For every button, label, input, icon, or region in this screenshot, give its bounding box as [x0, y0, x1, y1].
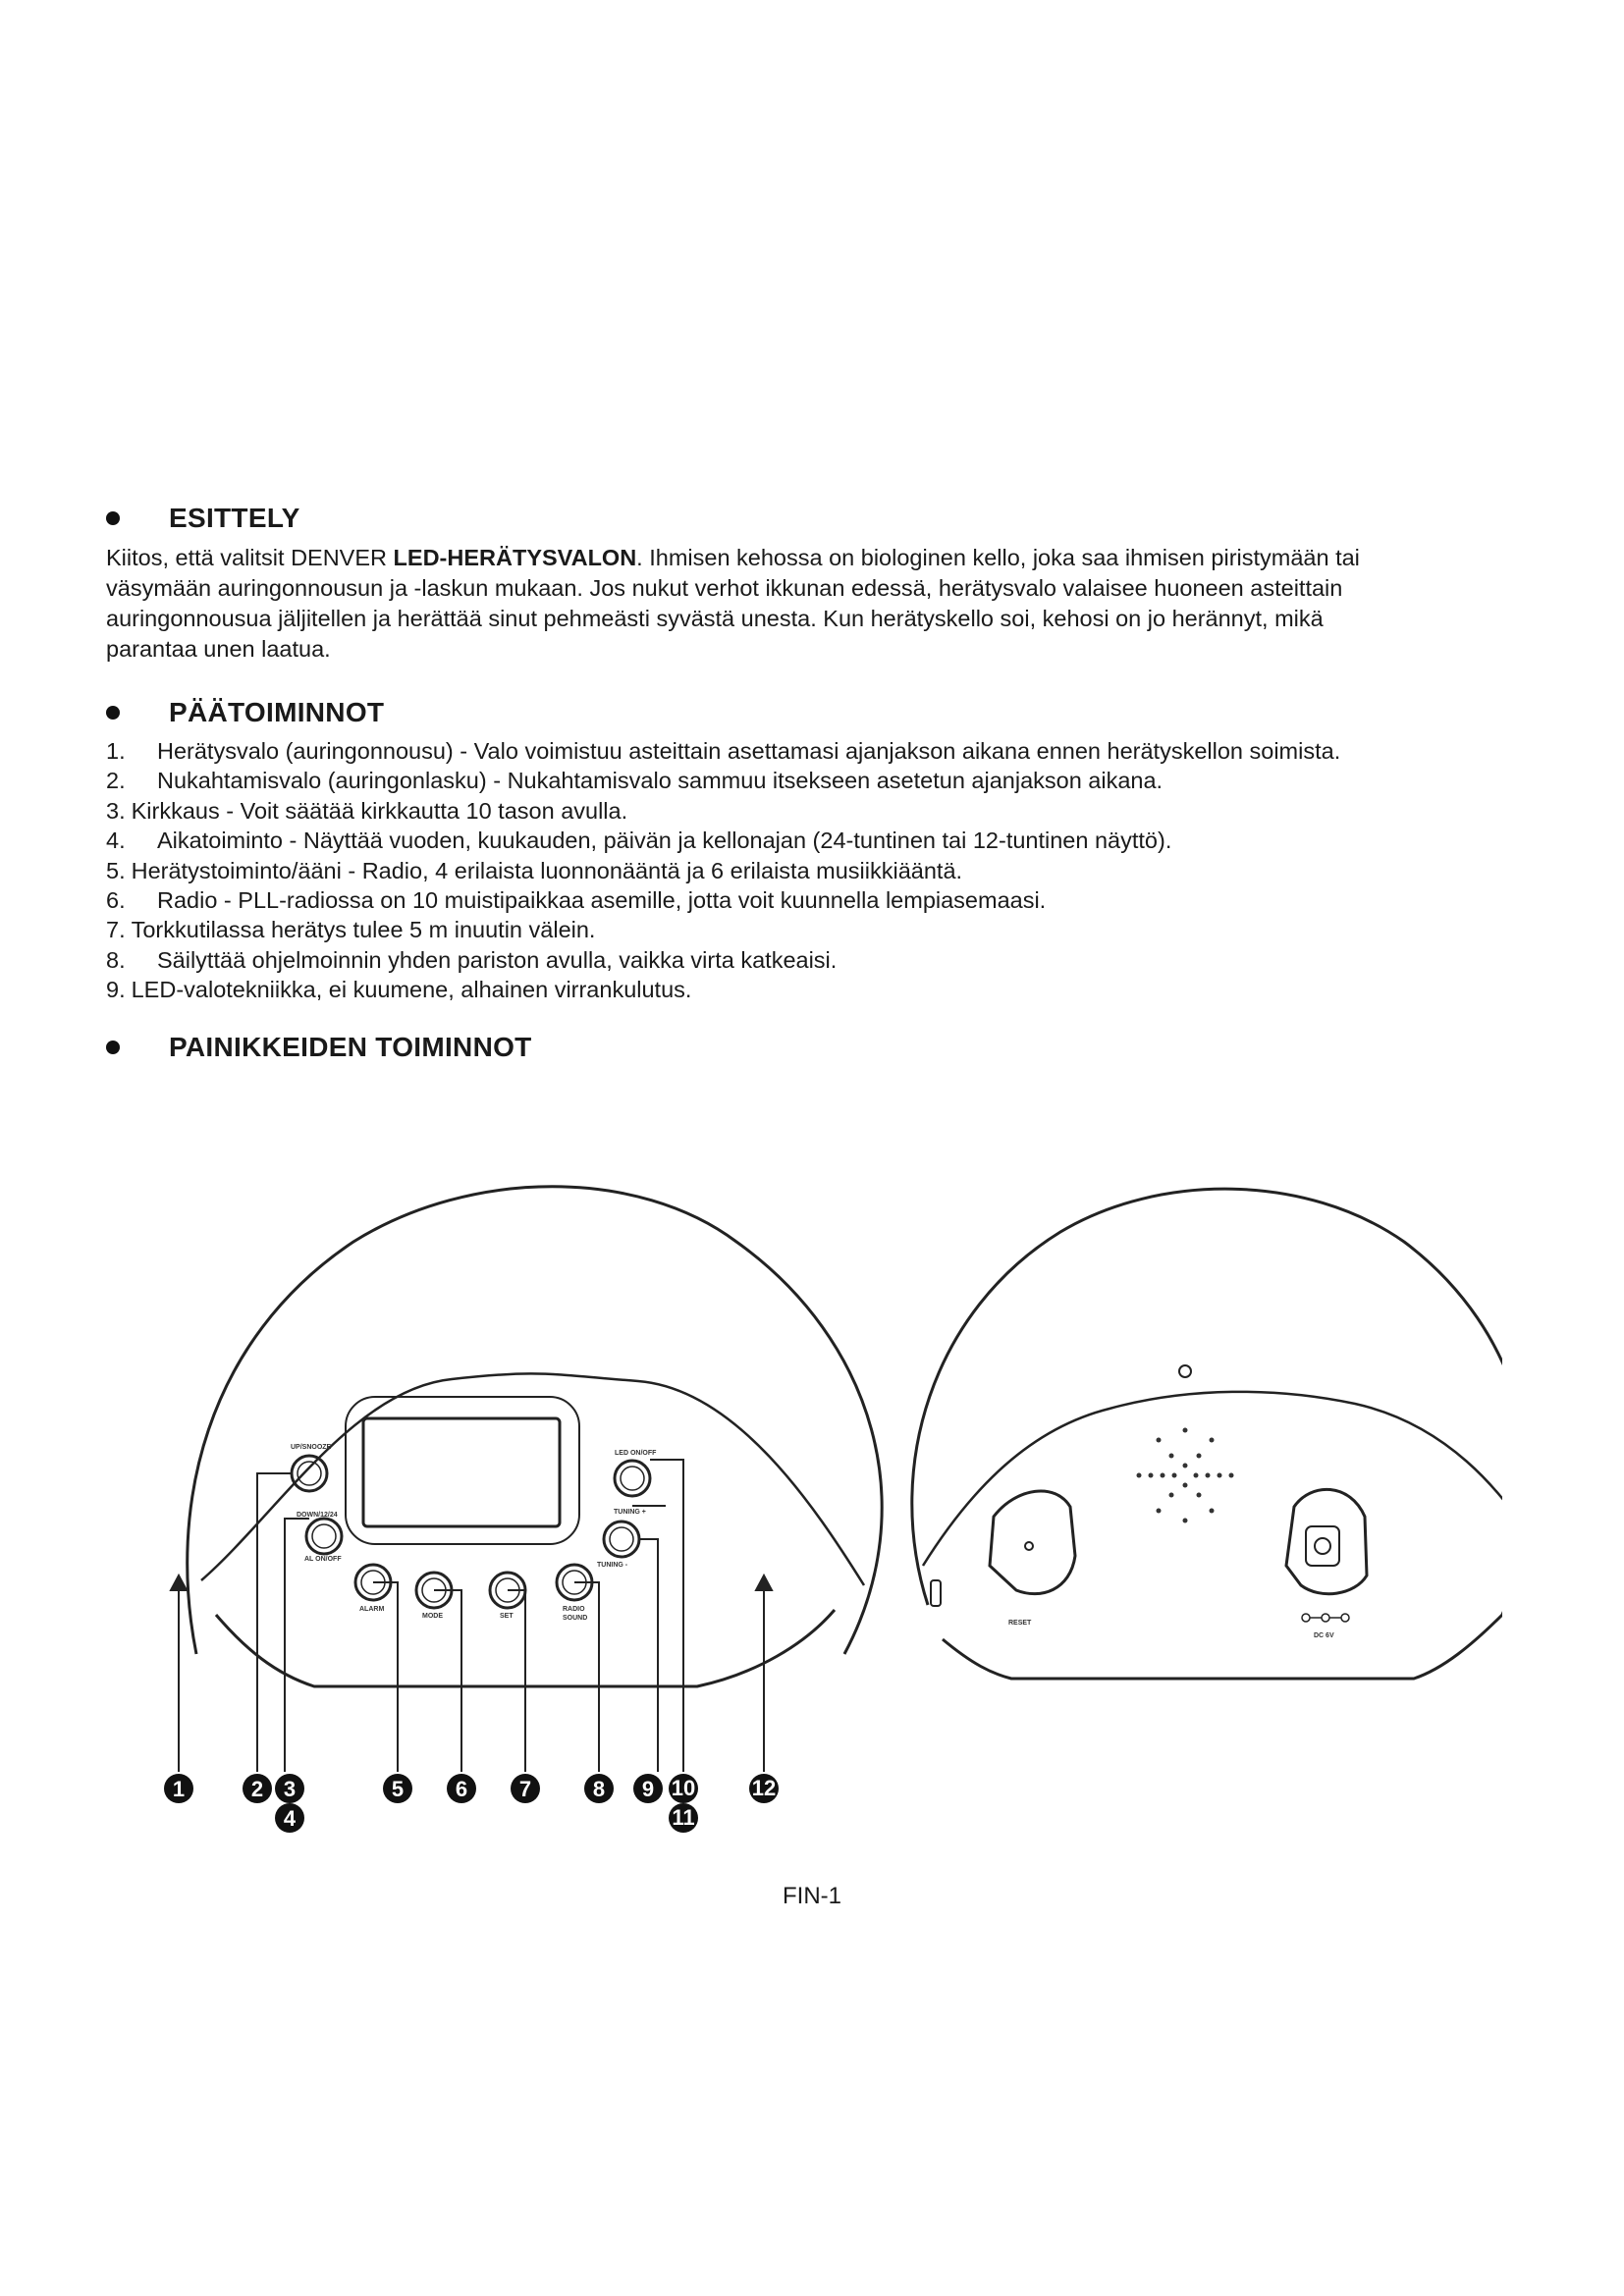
dc-housing [1286, 1489, 1367, 1593]
item-number: 1. [106, 738, 126, 764]
item-text: Säilyttää ohjelmoinnin yhden pariston avulla, vaikka virta katkeaisi. [157, 946, 838, 973]
label-radio: RADIO [563, 1606, 585, 1613]
callout-12-label: 12 [751, 1776, 777, 1800]
item-text: Radio - PLL-radiossa on 10 muistipaikkaa asemille, jotta voit kuunnella lempiasemaasi. [157, 887, 1047, 914]
label-dc: DC 6V [1314, 1632, 1334, 1639]
leader-lines [171, 1460, 772, 1772]
intro-paragraph [106, 543, 1540, 665]
features-list [106, 736, 1559, 1005]
item-number: 4. [106, 828, 126, 854]
label-up-snooze: UP/SNOOZE [291, 1444, 332, 1451]
callout-3-label: 3 [283, 1777, 297, 1801]
callout-4-label: 4 [283, 1806, 297, 1831]
device-illustration [128, 1095, 1502, 1841]
list-item [106, 736, 1559, 766]
item-number: 8. [106, 946, 126, 973]
intro-heading: ESITTELY [169, 503, 300, 533]
item-number: 2. [106, 768, 126, 794]
section-heading-intro [106, 503, 300, 534]
section-heading-buttons [106, 1032, 532, 1063]
list-item [106, 796, 1559, 826]
front-view [171, 1187, 882, 1772]
item-text: Herätysvalo (auringonnousu) - Valo voimistuu asteittain asettamasi ajanjakson aikana ennen herätyskellon soimista. [157, 738, 1341, 764]
label-tuning-plus: TUNING + [614, 1509, 646, 1516]
callout-10-label: 10 [671, 1776, 696, 1800]
list-item [106, 826, 1559, 855]
item-number: 7. [106, 917, 126, 943]
intro-line-3: auringonnousua jäljitellen ja herättää sinut pehmeästi syvästä unesta. Kun herätyskello soi, kehosi on jo herännyt, mikä [106, 606, 1324, 631]
callout-6-label: 6 [455, 1777, 468, 1801]
list-item [106, 975, 1559, 1004]
label-mode: MODE [422, 1613, 443, 1620]
intro-line-4: parantaa unen laatua. [106, 636, 331, 662]
item-text: Nukahtamisvalo (auringonlasku) - Nukahtamisvalo sammuu itsekseen asetetun ajanjakson aikana. [157, 768, 1164, 794]
product-name: LED-HERÄTYSVALON [393, 545, 637, 570]
item-text: Herätystoiminto/ääni - Radio, 4 erilaista luonnonääntä ja 6 erilaista musiikkiääntä. [131, 857, 963, 883]
item-number: 5. [106, 857, 126, 883]
item-text: Torkkutilassa herätys tulee 5 m inuutin välein. [131, 917, 596, 943]
item-text: Kirkkaus - Voit säätää kirkkautta 10 tason avulla. [131, 797, 628, 824]
callout-1-label: 1 [172, 1777, 186, 1801]
intro-text: Kiitos, että valitsit DENVER [106, 545, 394, 570]
intro-line-2: väsymään auringonnousun ja -laskun mukaan. Jos nukut verhot ikkunan edessä, herätysvalo valaisee huoneen asteittain [106, 575, 1343, 601]
label-sound: SOUND [563, 1615, 588, 1622]
label-led-onoff: LED ON/OFF [615, 1450, 657, 1457]
device-diagram [128, 1095, 1502, 1841]
item-number: 9. [106, 977, 126, 1003]
list-item [106, 915, 1559, 944]
side-knob-left [931, 1580, 941, 1606]
back-view [912, 1189, 1502, 1679]
back-dome-outline [912, 1189, 1502, 1615]
polarity-icon [1302, 1614, 1349, 1622]
callouts [164, 1774, 779, 1833]
list-item [106, 766, 1559, 795]
intro-text: . Ihmisen kehossa on biologinen kello, joka saa ihmisen piristymään tai [636, 545, 1360, 570]
callout-8-label: 8 [592, 1777, 606, 1801]
label-reset: RESET [1008, 1620, 1032, 1627]
callout-9-label: 9 [641, 1777, 655, 1801]
label-al-onoff: AL ON/OFF [304, 1556, 342, 1563]
item-text: Aikatoiminto - Näyttää vuoden, kuukauden, päivän ja kellonajan (24-tuntinen tai 12-tuntinen näyttö). [157, 828, 1172, 854]
label-tuning-minus: TUNING - [597, 1562, 628, 1569]
list-item [106, 856, 1559, 885]
section-heading-features [106, 697, 384, 728]
callout-5-label: 5 [391, 1777, 405, 1801]
features-heading: PÄÄTOIMINNOT [169, 697, 385, 727]
speaker-grille [1137, 1428, 1234, 1523]
dc-jack-icon [1306, 1526, 1339, 1566]
screw-icon [1179, 1365, 1191, 1377]
reset-housing [990, 1491, 1075, 1594]
bullet-icon [106, 706, 120, 720]
item-text: LED-valotekniikka, ei kuumene, alhainen virrankulutus. [131, 977, 692, 1003]
callout-2-label: 2 [250, 1777, 264, 1801]
item-number: 6. [106, 887, 126, 914]
bullet-icon [106, 511, 120, 525]
buttons-heading: PAINIKKEIDEN TOIMINNOT [169, 1032, 532, 1062]
list-item [106, 885, 1559, 915]
callout-7-label: 7 [518, 1777, 532, 1801]
intro-line-1 [106, 543, 1540, 573]
label-down: DOWN/12/24 [297, 1512, 338, 1519]
panel-outline [201, 1373, 864, 1585]
item-number: 3. [106, 797, 126, 824]
list-item [106, 945, 1559, 975]
back-panel-outline [923, 1392, 1502, 1566]
callout-11-label: 11 [672, 1805, 695, 1830]
label-alarm: ALARM [359, 1606, 385, 1613]
page-number: FIN-1 [783, 1883, 841, 1909]
display-screen [363, 1418, 560, 1526]
reset-button [1025, 1542, 1033, 1550]
bullet-icon [106, 1041, 120, 1054]
label-set: SET [500, 1613, 514, 1620]
dome-outline [188, 1187, 882, 1654]
